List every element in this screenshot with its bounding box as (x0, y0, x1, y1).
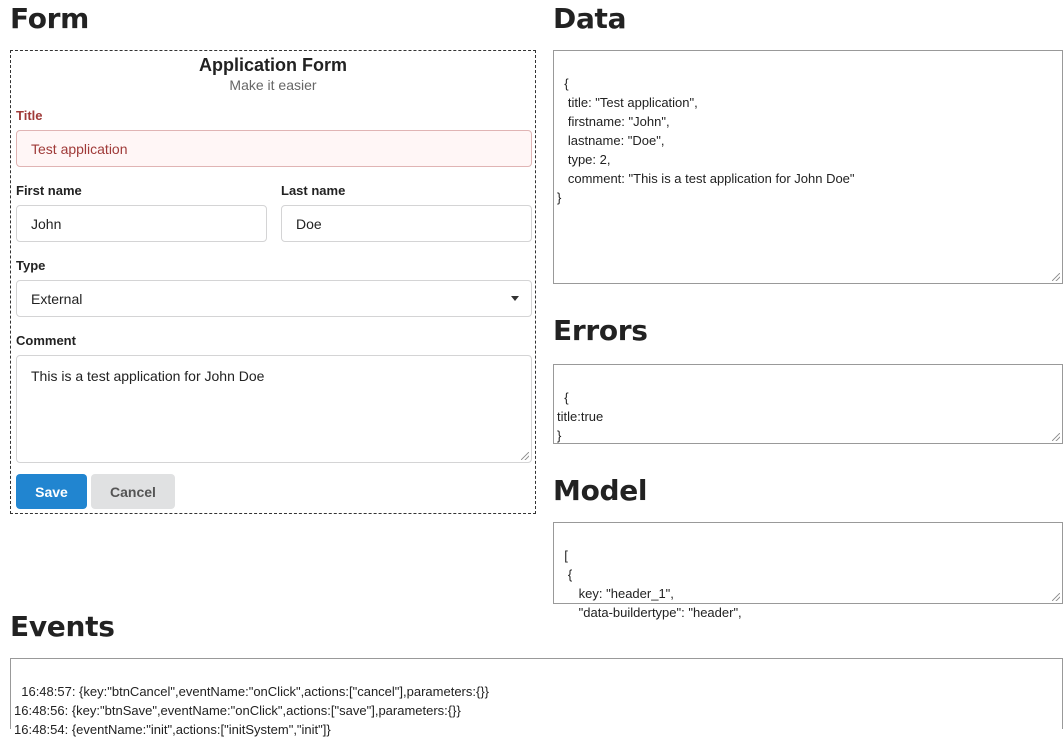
model-json-text: [ { key: "header_1", "data-buildertype": "header", (564, 548, 742, 620)
save-button[interactable]: Save (16, 474, 87, 509)
form-subtitle: Make it easier (229, 77, 317, 93)
type-label: Type (16, 258, 46, 273)
events-heading: Events (10, 610, 115, 643)
events-log-text: 16:48:57: {key:"btnCancel",eventName:"onClick",actions:["cancel"],parameters:{}} 16:48:56: {key:"btnSave",eventName:"onClick",actions:["save"],parameters:{}} 16:48:54: {eventName:"init",actions:["initSystem","init"]} (14, 684, 490, 737)
application-form (10, 50, 536, 514)
errors-json-text: { title:true } (557, 390, 604, 443)
lastname-label: Last name (281, 183, 346, 198)
resize-handle-icon[interactable] (1052, 593, 1060, 601)
resize-handle-icon[interactable] (1052, 433, 1060, 441)
data-textarea[interactable] (553, 50, 1063, 284)
cancel-button[interactable]: Cancel (91, 474, 175, 509)
type-select-value: External (31, 290, 83, 307)
model-textarea[interactable] (553, 522, 1063, 620)
form-title: Application Form (199, 55, 347, 75)
events-log-textarea[interactable] (10, 658, 1063, 737)
firstname-input[interactable]: John (16, 205, 267, 242)
type-select[interactable] (16, 280, 532, 317)
form-heading: Form (10, 2, 90, 35)
comment-text: This is a test application for John Doe (31, 368, 265, 384)
model-heading: Model (553, 474, 648, 507)
firstname-label: First name (16, 183, 82, 198)
title-input[interactable]: Test application (16, 130, 532, 167)
errors-heading: Errors (553, 314, 648, 347)
comment-textarea[interactable] (16, 355, 532, 463)
resize-handle-icon[interactable] (1052, 273, 1060, 281)
errors-textarea[interactable] (553, 364, 1063, 444)
resize-handle-icon[interactable] (521, 452, 529, 460)
title-label: Title (16, 108, 43, 123)
dropdown-caret-icon (511, 296, 519, 301)
lastname-input[interactable]: Doe (281, 205, 532, 242)
comment-label: Comment (16, 333, 76, 348)
data-json-text: { title: "Test application", firstname: "John", lastname: "Doe", type: 2, comment: "This is a test application for John Doe" } (557, 76, 855, 205)
data-heading: Data (553, 2, 627, 35)
